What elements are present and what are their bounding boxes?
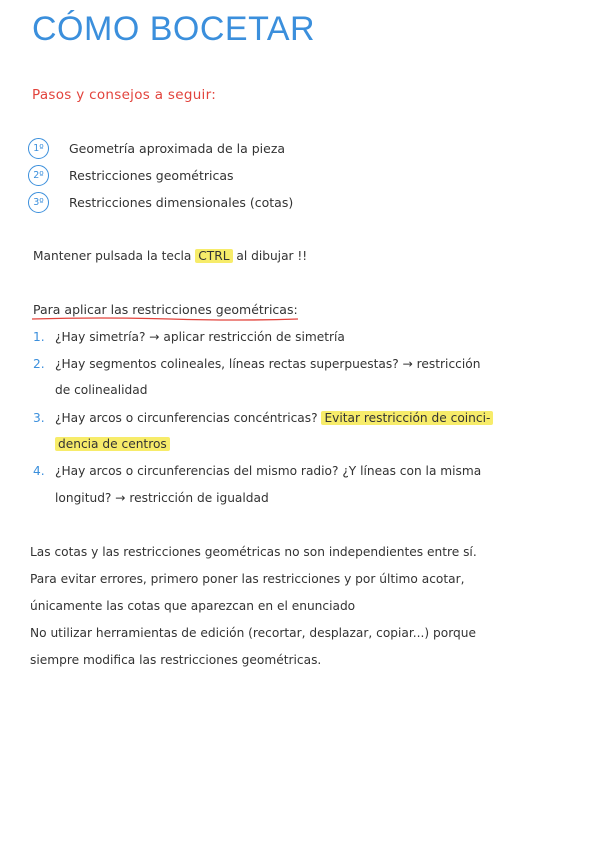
restriction-item-1: [33, 330, 345, 344]
restriction-item-2: [33, 357, 480, 371]
step-1: [28, 137, 285, 159]
item-text-cont: longitud? → restricción de igualdad: [55, 491, 269, 505]
item-text: ¿Hay arcos o circunferencias del mismo radio? ¿Y líneas con la misma: [55, 464, 482, 478]
step-number-badge: 3º: [28, 192, 49, 213]
note-line-5: siempre modifica las restricciones geométricas.: [30, 653, 322, 667]
step-2: [28, 164, 234, 186]
note-line-2: Para evitar errores, primero poner las restricciones y por último acotar,: [30, 572, 465, 586]
item-number: 2.: [33, 357, 45, 371]
item-text-cont: de colinealidad: [55, 383, 148, 397]
note-line-3: únicamente las cotas que aparezcan en el enunciado: [30, 599, 356, 613]
item-highlight-cont: dencia de centros: [55, 437, 170, 451]
step-text: Restricciones geométricas: [69, 167, 234, 183]
page-title: CÓMO BOCETAR: [32, 10, 316, 48]
item-text: ¿Hay segmentos colineales, líneas rectas superpuestas? → restricción: [55, 357, 481, 371]
item-number: 1.: [33, 330, 45, 344]
step-text: Restricciones dimensionales (cotas): [69, 194, 294, 210]
item-text: ¿Hay simetría? → aplicar restricción de simetría: [55, 330, 345, 344]
item-number: 4.: [33, 464, 45, 478]
subtitle: Pasos y consejos a seguir:: [32, 87, 217, 103]
item-number: 3.: [33, 411, 45, 425]
note-line-1: Las cotas y las restricciones geométricas no son independientes entre sí.: [30, 545, 477, 559]
ctrl-key-highlight: CTRL: [195, 249, 232, 263]
step-text: Geometría aproximada de la pieza: [69, 140, 286, 156]
step-number-badge: 2º: [28, 165, 49, 186]
underline-stroke: [32, 318, 298, 320]
ctrl-note-after: al dibujar !!: [236, 249, 308, 263]
step-3: [28, 191, 293, 213]
note-line-4: No utilizar herramientas de edición (recortar, desplazar, copiar...) porque: [30, 626, 476, 640]
step-number-badge: 1º: [28, 138, 49, 159]
item-text: ¿Hay arcos o circunferencias concéntricas?: [55, 411, 318, 425]
heading-underline: [30, 316, 300, 322]
ctrl-note: [33, 249, 307, 263]
restriction-item-3: [33, 411, 493, 425]
ctrl-note-before: Mantener pulsada la tecla: [33, 249, 192, 263]
restriction-item-2-cont: [33, 383, 147, 397]
restriction-item-4: [33, 464, 481, 478]
restriction-item-4-cont: [33, 491, 269, 505]
restrictions-heading: Para aplicar las restricciones geométricas:: [33, 302, 298, 317]
item-highlight: Evitar restricción de coinci-: [321, 411, 493, 425]
restriction-item-3-cont: [33, 437, 170, 451]
